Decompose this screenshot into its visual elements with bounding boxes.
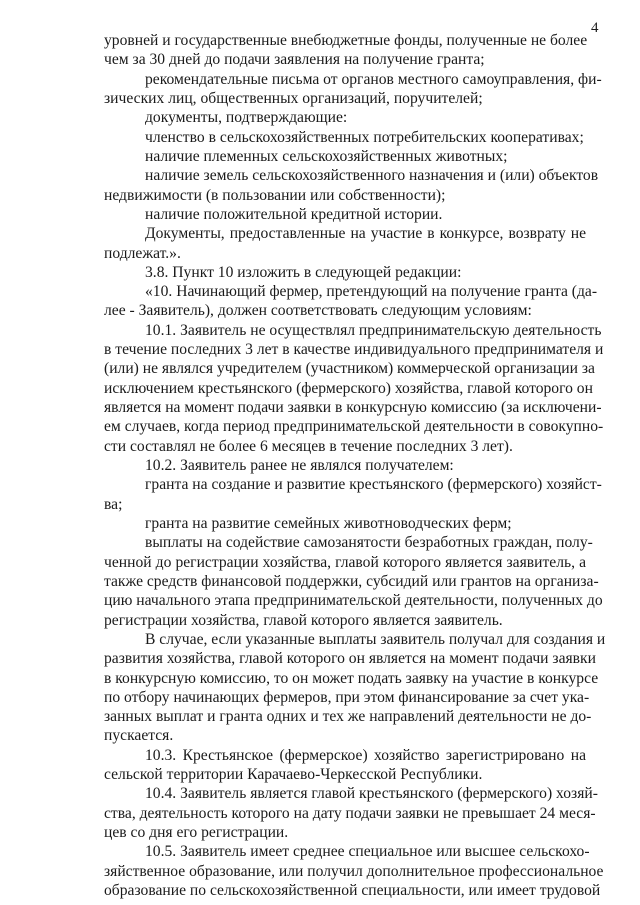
text-line: ва; [104,495,123,513]
text-line: гранта на создание и развитие крестьянского (фермерского) хозяйст- [145,476,602,494]
text-line: уровней и государственные внебюджетные фонды, полученные не более [104,32,588,49]
text-line: является на момент подачи заявки в конкурсную комиссию (за исключени- [104,399,602,417]
text-line: в течение последних 3 лет в качестве индивидуального предпринимателя и [104,341,604,359]
text-line: рекомендательные письма от органов местного самоуправления, фи- [145,70,602,88]
text-line: чем за 30 дней до подачи заявления на получение гранта; [104,51,485,69]
text-line: по отбору начинающих фермеров, при этом финансирование за счет ука- [104,688,590,706]
text-line: (или) не являлся учредителем (участником) коммерческой организации за [104,360,595,378]
text-line: недвижимости (в пользовании или собственности); [104,186,446,204]
text-line: цию начального этапа предпринимательской деятельности, полученных до [104,592,603,610]
text-line: документы, подтверждающие: [145,109,348,127]
text-line: членство в сельскохозяйственных потребительских кооперативах; [145,128,584,146]
text-line: наличие положительной кредитной истории. [145,205,443,223]
text-line: также средств финансовой поддержки, субсидий или грантов на организа- [104,572,599,590]
text-line: развития хозяйства, главой которого он является на момент подачи заявки [104,650,596,668]
text-line: лее - Заявитель), должен соответствовать следующим условиям: [104,302,532,320]
text-line: зических лиц, общественных организаций, поручителей; [104,89,483,107]
text-line: наличие земель сельскохозяйственного назначения и (или) объектов [145,167,599,185]
text-line: регистрации хозяйства, главой которого является заявитель. [104,611,503,629]
text-line: образование по сельскохозяйственной специальности, или имеет трудовой [104,882,601,899]
text-line: 3.8. Пункт 10 изложить в следующей редакции: [145,263,462,281]
text-line: В случае, если указанные выплаты заявитель получал для создания и [145,630,606,648]
text-line: сти составлял не более 6 месяцев в течение последних 3 лет). [104,437,513,455]
text-line: 10.4. Заявитель является главой крестьянского (фермерского) хозяй- [145,785,598,803]
text-line: ства, деятельность которого на дату подачи заявки не превышает 24 меся- [104,804,596,822]
text-line: 10.2. Заявитель ранее не являлся получателем: [145,457,454,474]
text-line: сельской территории Карачаево-Черкесской Республики. [104,766,483,784]
text-line: 10.5. Заявитель имеет среднее специальное или высшее сельскохо- [145,843,590,861]
text-line: пускается. [104,727,174,745]
text-line: 10.1. Заявитель не осуществлял предпринимательскую деятельность [145,321,602,339]
text-line: Документы, предоставленные на участие в конкурсе, возврату не [145,225,586,243]
text-line: занных выплат и гранта одних и тех же направлений деятельности не до- [104,708,592,726]
text-line: цев со дня его регистрации. [104,824,289,842]
text-line: в конкурсную комиссию, то он может подать заявку на участие в конкурсе [104,669,599,687]
text-line: наличие племенных сельскохозяйственных животных; [145,147,508,165]
text-line: гранта на развитие семейных животноводческих ферм; [145,514,512,532]
text-line: исключением крестьянского (фермерского) хозяйства, главой которого он [104,379,593,397]
text-line: подлежат.». [104,244,181,262]
text-line: выплаты на содействие самозанятости безработных граждан, полу- [145,534,593,552]
text-line: ем случаев, когда период предпринимательской деятельности в совокупно- [104,418,604,436]
text-line: ченной до регистрации хозяйства, главой которого является заявитель, а [104,553,586,571]
text-line: зяйственное образование, или получил дополнительное профессиональное [104,862,604,880]
page-number: 4 [591,20,599,36]
text-line: «10. Начинающий фермер, претендующий на получение гранта (да- [145,283,598,301]
text-line: 10.3. Крестьянское (фермерское) хозяйство зарегистрировано на [145,746,586,764]
